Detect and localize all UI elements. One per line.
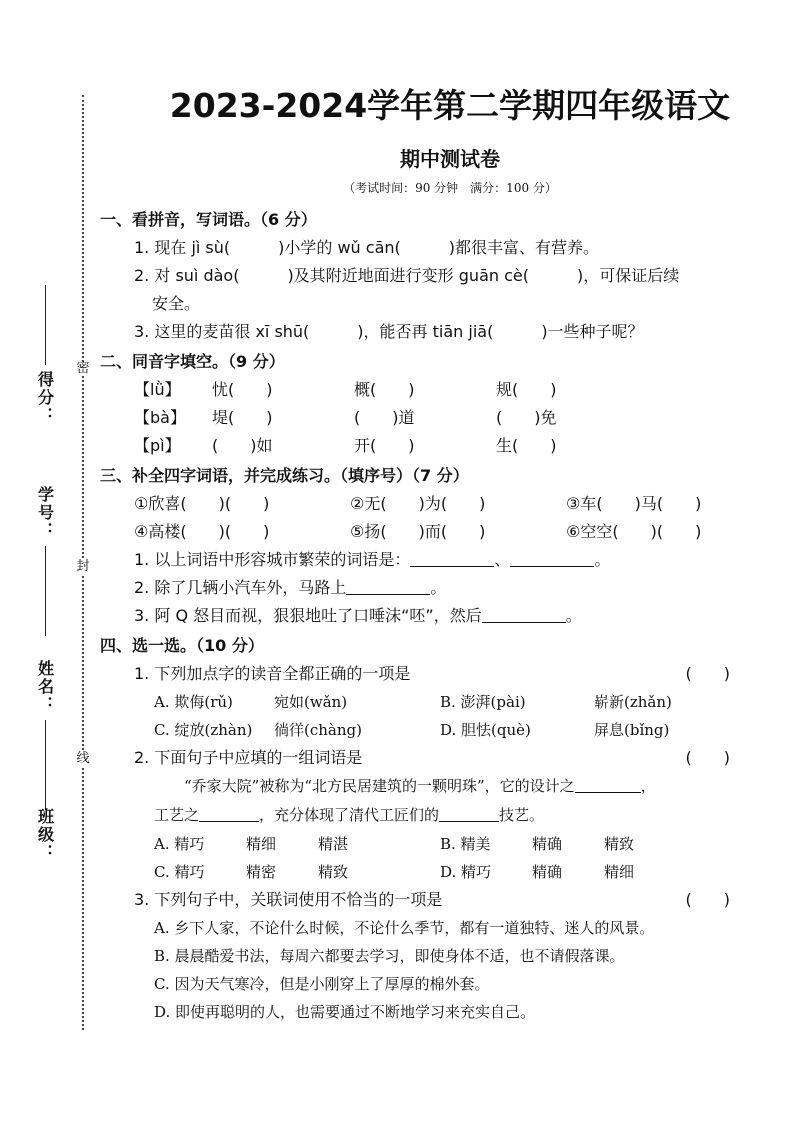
answer-parentheses[interactable]: ( ) [685, 664, 730, 683]
exam-body [100, 80, 760, 1026]
answer-blank[interactable] [510, 548, 594, 567]
answer-blank[interactable] [575, 774, 641, 793]
section-1-heading: 一、看拼音，写词语。（6 分） [100, 210, 317, 229]
s4-q2-passage: “乔家大院”被称为“北方民居建筑的一颗明珠”，它的设计之 ， 工艺之 ，充分体现了清代工匠们的 技艺。 [100, 772, 760, 830]
s4-question-2: 2. 下面句子中应填的一组词语是 ( ) [100, 744, 760, 772]
seal-char-mi: 密 [76, 361, 90, 376]
s2-row: 【lǜ】 忧( ) 概( ) 规( ) [134, 380, 557, 399]
s4-q3-option[interactable]: A. 乡下人家，不论什么时候，不论什么季节，都有一道独特、迷人的风景。 [154, 919, 655, 937]
name-field[interactable] [30, 660, 60, 810]
s3-question-2: 2. 除了几辆小汽车外，马路上 。 [134, 578, 447, 597]
s1-question-3: 3. 这里的麦苗很 xī shū( )，能否再 tiān jiā( )一些种子呢？ [134, 322, 644, 341]
page-title: 2023-2024学年第二学期四年级语文 [169, 86, 731, 125]
name-label: 姓名： [35, 660, 55, 714]
s3-question-1: 1. 以上词语中形容城市繁荣的词语是： 、 。 [134, 550, 611, 569]
answer-blank[interactable] [439, 803, 499, 822]
answer-blank[interactable] [199, 803, 259, 822]
s4-q1-options: A. 欺侮(rǔ) 宛如(wǎn) B. 澎湃(pài) 崭新(zhǎn) [154, 693, 672, 711]
score-field[interactable] [30, 285, 60, 425]
binding-margin [0, 0, 110, 1123]
s3-idiom-row: ①欣喜( )( ) ②无( )为( ) ③车( )马( ) [134, 494, 702, 513]
seal-char-xian: 线 [76, 751, 90, 766]
seal-char-feng: 封 [76, 559, 90, 574]
s4-question-1: 1. 下列加点字的读音全都正确的一项是 ( ) [100, 660, 760, 688]
s2-row: 【pì】 ( )如 开( ) 生( ) [134, 436, 557, 455]
s4-question-3: 3. 下列句子中，关联词使用不恰当的一项是 ( ) [100, 886, 760, 914]
s2-row: 【bà】 堤( ) ( )道 ( )免 [134, 408, 557, 427]
s4-q2-options: A. 精巧 精细 精湛 B. 精美 精确 精致 [154, 835, 635, 853]
s3-question-3: 3. 阿 Q 怒目而视，狠狠地吐了口唾沫“呸”，然后 。 [134, 606, 582, 625]
s1-question-2: 2. 对 suì dào( )及其附近地面进行变形 guān cè( )，可保证后续 安全。 [134, 266, 680, 313]
score-label: 得分： [35, 371, 55, 425]
student-id-label: 学号： [35, 486, 55, 540]
score-line [45, 285, 46, 365]
section-4-heading: 四、选一选。（10 分） [100, 636, 264, 655]
page-subtitle: 期中测试卷 [400, 147, 500, 171]
student-id-field[interactable] [30, 480, 60, 636]
s4-q1-options: C. 绽放(zhàn) 徜徉(chàng) D. 胆怯(què) 屏息(bǐng) [154, 721, 670, 739]
name-line [45, 720, 46, 810]
answer-blank[interactable] [482, 604, 566, 623]
class-field[interactable] [30, 808, 60, 862]
s3-idiom-row: ④高楼( )( ) ⑤扬( )而( ) ⑥空空( )( ) [134, 522, 702, 541]
s4-q2-options: C. 精巧 精密 精致 D. 精巧 精确 精细 [154, 863, 635, 881]
answer-blank[interactable] [410, 548, 494, 567]
class-label: 班级： [35, 808, 55, 862]
student-id-line [45, 546, 46, 636]
s4-q3-option[interactable]: D. 即使再聪明的人，也需要通过不断地学习来充实自己。 [154, 1003, 536, 1021]
answer-parentheses[interactable]: ( ) [685, 748, 730, 767]
s4-q3-option[interactable]: B. 晨晨酷爱书法，每周六都要去学习，即使身体不适，也不请假落课。 [154, 947, 625, 965]
section-3-heading: 三、补全四字词语，并完成练习。（填序号）（7 分） [100, 466, 469, 485]
answer-parentheses[interactable]: ( ) [685, 890, 730, 909]
exam-info: （考试时间：90 分钟 满分：100 分） [343, 181, 557, 195]
section-2-heading: 二、同音字填空。（9 分） [100, 352, 285, 371]
s1-question-1: 1. 现在 jì sù( )小学的 wǔ cān( )都很丰富、有营养。 [134, 238, 600, 257]
s4-q3-option[interactable]: C. 因为天气寒冷，但是小刚穿上了厚厚的棉外套。 [154, 975, 490, 993]
answer-blank[interactable] [346, 576, 430, 595]
